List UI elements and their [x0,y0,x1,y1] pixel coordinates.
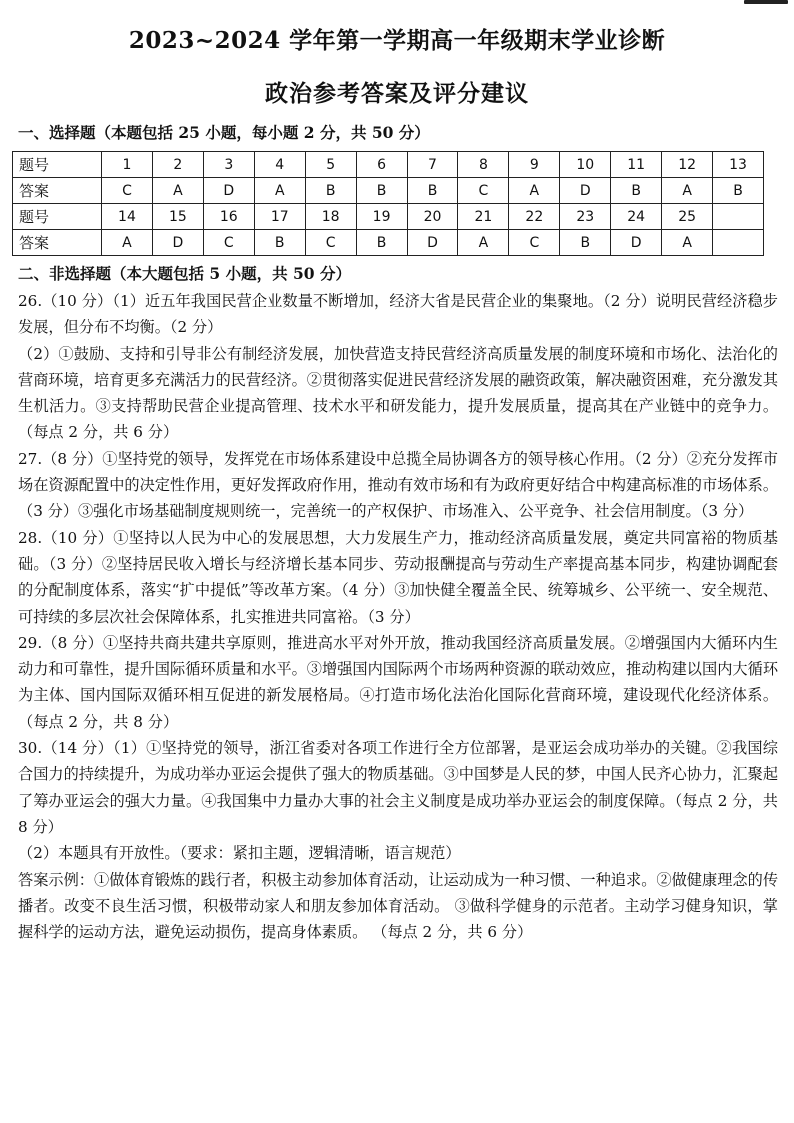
answer-cell: D [203,178,254,204]
question-number-cell: 21 [458,204,509,230]
document-subtitle: 政治参考答案及评分建议 [265,80,529,107]
section1-heading: 一、选择题（本题包括 25 小题，每小题 2 分，共 50 分） [18,123,430,142]
question-number-cell: 16 [203,204,254,230]
answer-cell: B [356,230,407,256]
row-label-answer: 答案 [13,230,102,256]
question-number-cell: 10 [560,152,611,178]
question-number-cell: 24 [611,204,662,230]
answer-cell: A [254,178,305,204]
question-number-cell: 9 [509,152,560,178]
answer-cell: D [407,230,458,256]
question-number-cell: 18 [305,204,356,230]
question-number-cell: 12 [662,152,713,178]
question-number-cell: 23 [560,204,611,230]
answer-cell: B [356,178,407,204]
answer-cell: C [458,178,509,204]
question-number-cell: 4 [254,152,305,178]
answer-cell: C [305,230,356,256]
paragraph-q30-2: （2）本题具有开放性。（要求：紧扣主题，逻辑清晰，语言规范） [18,844,461,863]
answer-cell: D [611,230,662,256]
question-number-cell: 25 [662,204,713,230]
answer-cell: B [611,178,662,204]
answer-cell: A [152,178,203,204]
document-title: 2023~2024 学年第一学期高一年级期末学业诊断 [128,27,666,54]
row-label-answer: 答案 [13,178,102,204]
question-number-cell: 13 [713,152,764,178]
question-number-cell: 3 [203,152,254,178]
paragraph-q30-example: 答案示例：①做体育锻炼的践行者，积极主动参加体育活动，让运动成为一种习惯、一种追求。②做健康理念的传播者。改变不良生活习惯，积极带动家人和朋友参加体育活动。 ③做科学健身的示范者。主动学习健身知识，掌握科学的运动方法，避免运动损伤，提高身体素质。 （每点 2 分，共 6 分） [18,870,778,942]
question-number-cell: 7 [407,152,458,178]
answer-text-body [18,288,778,945]
paragraph-q26-2: （2）①鼓励、支持和引导非公有制经济发展，加快营造支持民营经济高质量发展的制度环境和市场化、法治化的营商环境，培育更多充满活力的民营经济。②贯彻落实促进民营经济发展的融资政策，解决融资困难，充分激发其生机活力。③支持帮助民营企业提高管理、技术水平和研发能力，提升发展质量，提高其在产业链中的竞争力。（每点 2 分，共 6 分） [18,344,778,442]
question-number-cell: 14 [102,204,153,230]
answer-cell: A [458,230,509,256]
answer-cell: B [407,178,458,204]
question-number-cell [713,204,764,230]
question-number-cell: 17 [254,204,305,230]
answer-cell: A [102,230,153,256]
row-label-number: 题号 [13,204,102,230]
question-number-cell: 8 [458,152,509,178]
row-label-number: 题号 [13,152,102,178]
question-number-cell: 11 [611,152,662,178]
answer-cell: A [662,178,713,204]
answer-cell: B [560,230,611,256]
question-number-cell: 20 [407,204,458,230]
answer-cell: C [203,230,254,256]
answer-cell: D [560,178,611,204]
paragraph-q26-1: 26.（10 分）（1）近五年我国民营企业数量不断增加，经济大省是民营企业的集聚地。（2 分）说明民营经济稳步发展，但分布不均衡。（2 分） [18,292,778,337]
answer-cell: C [509,230,560,256]
question-number-cell: 15 [152,204,203,230]
answer-cell: D [152,230,203,256]
answer-cell: A [509,178,560,204]
table-row-numbers-1 [13,152,764,178]
question-number-cell: 5 [305,152,356,178]
paragraph-q30-1: 30.（14 分）（1）①坚持党的领导，浙江省委对各项工作进行全方位部署，是亚运会成功举办的关键。②我国综合国力的持续提升，为成功举办亚运会提供了强大的物质基础。③中国梦是人民的梦，中国人民齐心协力，汇聚起了筹办亚运会的强大力量。④我国集中力量办大事的社会主义制度是成功举办亚运会的制度保障。（每点 2 分，共 8 分） [18,739,778,836]
question-number-cell: 22 [509,204,560,230]
question-number-cell: 19 [356,204,407,230]
section2-heading: 二、非选择题（本大题包括 5 小题，共 50 分） [18,264,351,283]
question-number-cell: 1 [102,152,153,178]
answer-cell: A [662,230,713,256]
scan-artifact [744,0,788,4]
paragraph-q29: 29.（8 分）①坚持共商共建共享原则，推进高水平对外开放，推动我国经济高质量发展。②增强国内大循环内生动力和可靠性，提升国际循环质量和水平。③增强国内国际两个市场两种资源的联动效应，推动构建以国内大循环为主体、国内国际双循环相互促进的新发展格局。④打造市场化法治化国际化营商环境，建设现代化经济体系。（每点 2 分，共 8 分） [18,633,778,731]
paragraph-q27: 27.（8 分）①坚持党的领导，发挥党在市场体系建设中总揽全局协调各方的领导核心作用。（2 分）②充分发挥市场在资源配置中的决定性作用，更好发挥政府作用，推动有效市场和有为政府更好结合中构建高标准的市场体系。（3 分）③强化市场基础制度规则统一，完善统一的产权保护、市场准入、公平竞争、社会信用制度。（3 分） [18,449,778,521]
answer-cell: B [305,178,356,204]
answer-table [12,151,764,256]
table-row-answers-1 [13,178,764,204]
question-number-cell: 6 [356,152,407,178]
table-row-answers-2 [13,230,764,256]
answer-cell: B [254,230,305,256]
table-row-numbers-2 [13,204,764,230]
answer-cell: B [713,178,764,204]
paragraph-q28: 28.（10 分）①坚持以人民为中心的发展思想，大力发展生产力，推动经济高质量发展，奠定共同富裕的物质基础。（3 分）②坚持居民收入增长与经济增长基本同步、劳动报酬提高与劳动生产率提高基本同步，构建协调配套的分配制度体系，落实“扩中提低”等改革方案。（4 分）③加快健全覆盖全民、统筹城乡、公平统一、安全规范、可持续的多层次社会保障体系，扎实推进共同富裕。（3 分） [18,528,778,626]
question-number-cell: 2 [152,152,203,178]
answer-cell: C [102,178,153,204]
answer-cell [713,230,764,256]
